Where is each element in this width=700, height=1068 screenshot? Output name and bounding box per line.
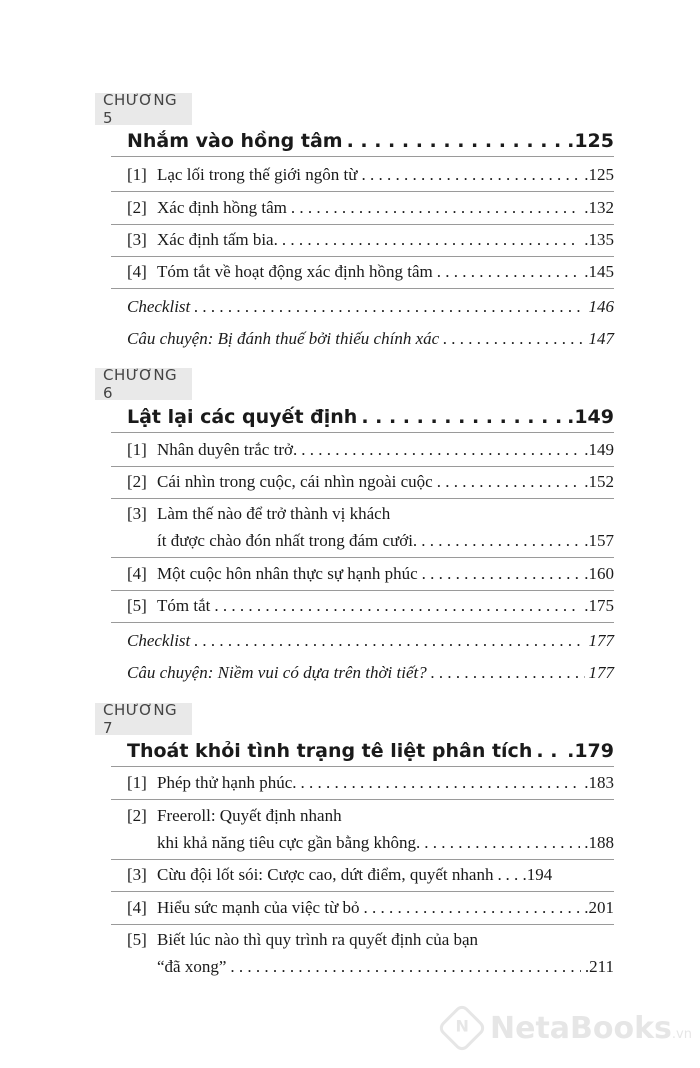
- watermark-text: NetaBooks.vn: [489, 1010, 692, 1046]
- page-number: .149: [584, 440, 614, 459]
- entry-number: [1]: [127, 165, 147, 184]
- leader-dots: [361, 404, 563, 430]
- entry-label: Cái nhìn trong cuộc, cái nhìn ngoài cuộc: [157, 472, 433, 491]
- entry-label: khi khả năng tiêu cực gần bằng không.: [157, 833, 421, 852]
- chapter-title-text: Lật lại các quyết định: [127, 406, 358, 428]
- page-number: .157: [584, 531, 614, 550]
- leader-dots: [301, 772, 581, 794]
- divider: [111, 288, 614, 289]
- page-number: .125: [567, 130, 614, 152]
- toc-entry[interactable]: [127, 864, 614, 886]
- divider: [111, 466, 614, 467]
- entry-label-line1[interactable]: Làm thế nào để trở thành vị khách: [157, 504, 391, 523]
- entry-label: “đã xong”: [157, 957, 227, 976]
- entry-label: Một cuộc hôn nhân thực sự hạnh phúc: [157, 564, 418, 583]
- chapter-tag: CHƯƠNG 6: [95, 368, 192, 400]
- entry-label: Phép thử hạnh phúc.: [157, 773, 297, 792]
- toc-entry[interactable]: [127, 164, 614, 186]
- entry-label: Lạc lối trong thế giới ngôn từ: [157, 165, 358, 184]
- toc-chapter-title[interactable]: [127, 404, 614, 430]
- entry-label: Hiểu sức mạnh của việc từ bỏ: [157, 898, 360, 917]
- leader-dots: [230, 956, 580, 978]
- leader-dots: [437, 261, 581, 283]
- page-number: .160: [584, 564, 614, 583]
- entry-number: [3]: [127, 230, 147, 249]
- leader-dots: [437, 471, 581, 493]
- page-number: .125: [584, 165, 614, 184]
- toc-extra-entry[interactable]: [127, 328, 614, 350]
- toc-entry[interactable]: [127, 439, 614, 461]
- divider: [111, 799, 614, 800]
- toc-entry[interactable]: [127, 595, 614, 617]
- page-number: 146: [588, 297, 614, 316]
- toc-extra-entry[interactable]: [127, 296, 614, 318]
- divider: [111, 191, 614, 192]
- toc-entry[interactable]: [127, 229, 614, 251]
- toc-entry[interactable]: [157, 530, 614, 552]
- entry-number: [4]: [127, 898, 147, 917]
- divider: [111, 924, 614, 925]
- chapter-tag: CHƯƠNG 7: [95, 703, 192, 735]
- entry-number: [1]: [127, 773, 147, 792]
- divider: [111, 256, 614, 257]
- page-number: .175: [584, 596, 614, 615]
- page-number: .149: [567, 406, 614, 428]
- page-number: 147: [588, 329, 614, 348]
- entry-label: Xác định tấm bia.: [157, 230, 278, 249]
- page-number: .201: [584, 898, 614, 917]
- divider: [111, 859, 614, 860]
- leader-dots: [214, 595, 580, 617]
- entry-label: Xác định hồng tâm: [157, 198, 287, 217]
- toc-entry[interactable]: [127, 261, 614, 283]
- watermark-logo: [444, 1010, 692, 1046]
- entry-number: [3]: [127, 504, 147, 523]
- toc-entry[interactable]: [127, 563, 614, 585]
- page-number: . . .194: [505, 865, 553, 884]
- entry-label: Tóm tắt về hoạt động xác định hồng tâm: [157, 262, 433, 281]
- leader-dots: [422, 563, 581, 585]
- page-number: .132: [584, 198, 614, 217]
- extra-label: Checklist: [127, 631, 191, 650]
- entry-number: [2]: [127, 806, 147, 825]
- leader-dots: [361, 164, 580, 186]
- entry-label: Cừu đội lốt sói: Cược cao, dứt điểm, quyết nhanh: [157, 865, 494, 884]
- toc-entry[interactable]: [157, 956, 614, 978]
- leader-dots: [421, 530, 580, 552]
- chapter-title-text: Thoát khỏi tình trạng tê liệt phân tích: [127, 740, 533, 762]
- leader-dots: [443, 328, 584, 350]
- page-number: 177: [588, 631, 614, 650]
- leader-dots: [282, 229, 580, 251]
- divider: [111, 766, 614, 767]
- entry-label: Nhân duyên trắc trở.: [157, 440, 298, 459]
- entry-number: [2]: [127, 472, 147, 491]
- leader-dots: [347, 128, 564, 154]
- page-number: .211: [584, 957, 614, 976]
- chapter-tag: CHƯƠNG 5: [95, 93, 192, 125]
- entry-number: [2]: [127, 198, 147, 217]
- divider: [111, 156, 614, 157]
- extra-label: Câu chuyện: Bị đánh thuế bởi thiếu chính xác: [127, 329, 440, 348]
- toc-chapter-title[interactable]: [127, 738, 614, 764]
- leader-dots: [424, 832, 580, 854]
- leader-dots: [194, 630, 584, 652]
- divider: [111, 557, 614, 558]
- extra-label: Checklist: [127, 297, 191, 316]
- leader-dots: [194, 296, 584, 318]
- entry-number: [1]: [127, 440, 147, 459]
- toc-extra-entry[interactable]: [127, 630, 614, 652]
- page-number: .188: [584, 833, 614, 852]
- chapter-title-text: Nhắm vào hồng tâm: [127, 130, 343, 152]
- entry-label-line1[interactable]: Biết lúc nào thì quy trình ra quyết định của bạn: [157, 930, 479, 949]
- leader-dots: [497, 864, 501, 886]
- entry-number: [4]: [127, 262, 147, 281]
- entry-number: [5]: [127, 930, 147, 949]
- divider: [111, 891, 614, 892]
- toc-chapter-title[interactable]: [127, 128, 614, 154]
- entry-label-line1[interactable]: Freeroll: Quyết định nhanh: [157, 806, 342, 825]
- entry-number: [3]: [127, 865, 147, 884]
- divider: [111, 622, 614, 623]
- page-number: .183: [584, 773, 614, 792]
- divider: [111, 590, 614, 591]
- page-number: .152: [584, 472, 614, 491]
- leader-dots: [536, 738, 563, 764]
- leader-dots: [431, 662, 585, 684]
- entry-label: ít được chào đón nhất trong đám cưới.: [157, 531, 418, 550]
- toc-entry[interactable]: [127, 471, 614, 493]
- toc-entry[interactable]: [127, 772, 614, 794]
- page-number: .145: [584, 262, 614, 281]
- netabooks-logo-icon: N: [437, 1003, 488, 1054]
- toc-entry[interactable]: [127, 197, 614, 219]
- entry-label: Tóm tắt: [157, 596, 211, 615]
- leader-dots: [301, 439, 580, 461]
- toc-entry[interactable]: [127, 897, 614, 919]
- page-number: 177: [588, 663, 614, 682]
- toc-extra-entry[interactable]: [127, 662, 614, 684]
- entry-number: [4]: [127, 564, 147, 583]
- leader-dots: [291, 197, 580, 219]
- divider: [111, 224, 614, 225]
- entry-number: [5]: [127, 596, 147, 615]
- toc-entry[interactable]: [157, 832, 614, 854]
- extra-label: Câu chuyện: Niềm vui có dựa trên thời tiết?: [127, 663, 427, 682]
- divider: [111, 498, 614, 499]
- page-number: .135: [584, 230, 614, 249]
- leader-dots: [364, 897, 581, 919]
- divider: [111, 432, 614, 433]
- page-number: .179: [567, 740, 614, 762]
